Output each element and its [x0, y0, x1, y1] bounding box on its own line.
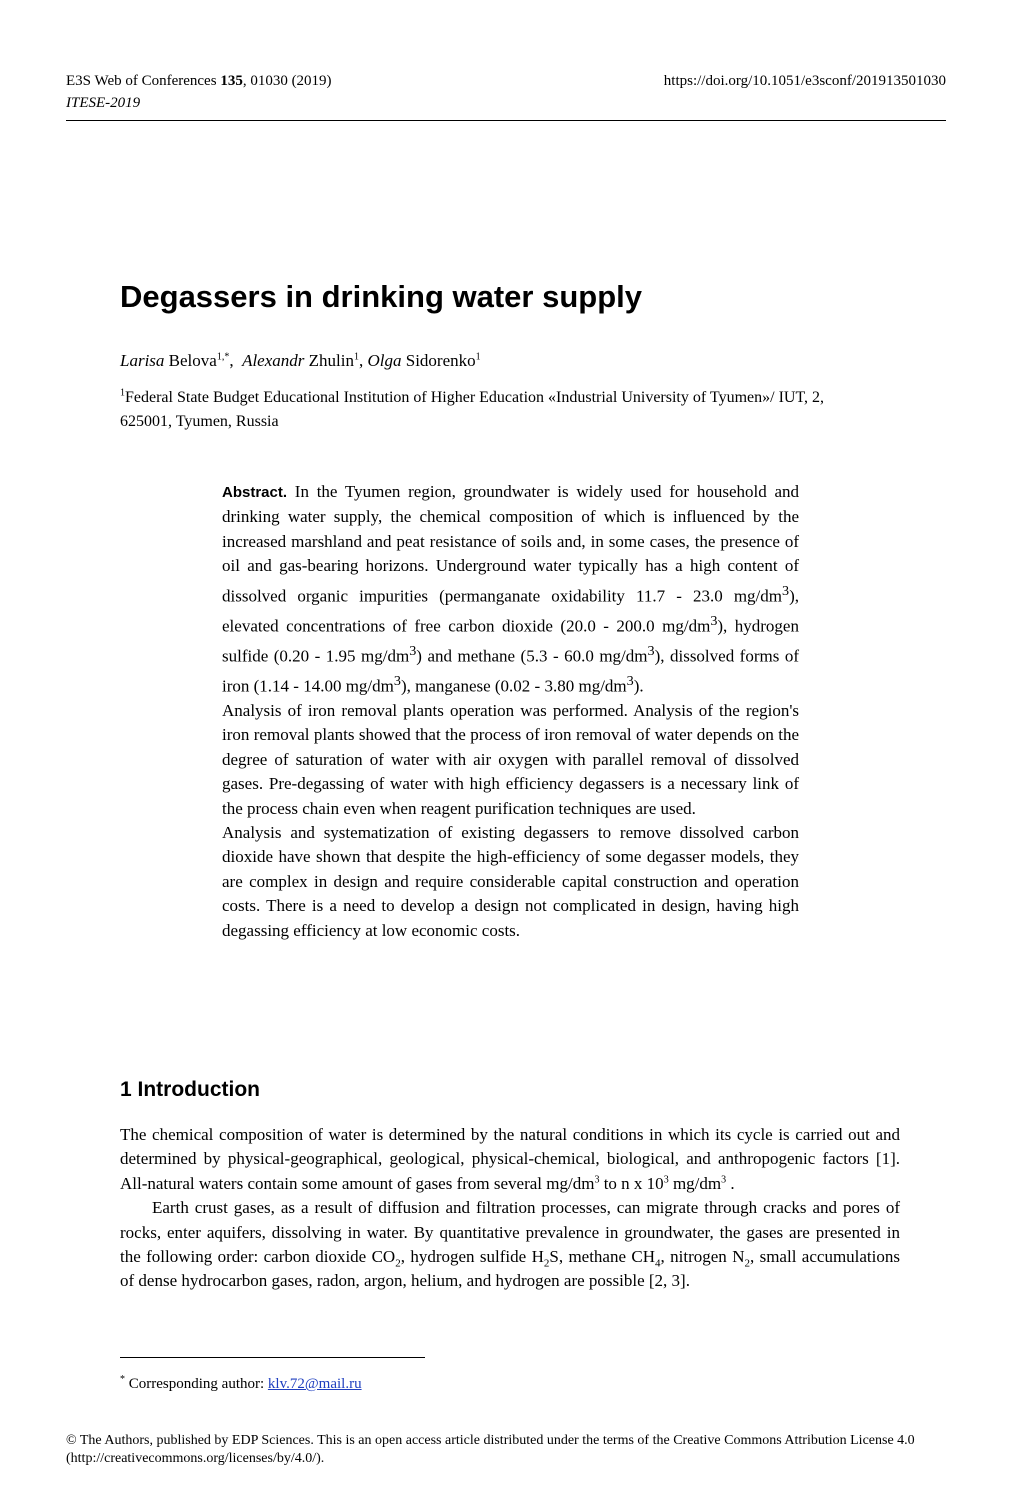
author-first-name: Alexandr — [242, 351, 305, 370]
author-last-name: Belova — [168, 351, 217, 370]
abstract-paragraph: Analysis and systematization of existing degassers to remove dissolved carbon dioxide have shown that despite the high-efficiency of some degasser models, they are complex in design and require considerable capital construction and operation costs. There is a need to develop a design not complicated in design, having high degassing efficiency at low economic costs. — [222, 822, 799, 940]
subscript: 4 — [655, 1257, 661, 1270]
author-last-name: Zhulin — [308, 351, 354, 370]
body-text: mg/dm — [668, 1173, 722, 1193]
body-text: , nitrogen N — [660, 1247, 745, 1267]
body-text: , small accumulations of dense hydrocarbon gases, radon, argon, helium, and hydrogen are possible [2, 3]. — [120, 1247, 900, 1291]
body-text: Earth crust gases, as a result of diffusion and filtration processes, can migrate through cracks and pores of rocks, enter aquifers, dissolving in water. By quantitative prevalence in groundwater, the gases are presented in the following order: carbon dioxide CO — [120, 1198, 900, 1267]
abstract — [222, 480, 799, 943]
doi-link[interactable]: https://doi.org/10.1051/e3sconf/201913501030 — [663, 73, 946, 89]
author-first-name: Larisa — [120, 351, 165, 370]
body-text: S, methane CH — [549, 1247, 656, 1267]
subscript: 2 — [744, 1257, 750, 1270]
footnote-divider — [120, 1357, 425, 1358]
journal-volume: 135 — [220, 73, 243, 89]
corresponding-email-link[interactable]: klv.72@mail.ru — [267, 1376, 362, 1392]
author-affiliation-mark: 1 — [354, 351, 359, 363]
conference-name: ITESE-2019 — [66, 95, 141, 111]
abstract-paragraph: Analysis of iron removal plants operation was performed. Analysis of the region's iron removal plants showed that the process of iron removal of water depends on the degree of saturation of water with air oxygen with parallel removal of dissolved gases. Pre-degassing of water with high efficiency degassers is a necessary link of the process chain even when reagent purification techniques are used. — [222, 700, 799, 818]
subscript: 2 — [395, 1257, 401, 1270]
author-last-name: Sidorenko — [405, 351, 476, 370]
author-affiliation-mark: 1 — [475, 351, 481, 363]
author-affiliation-mark: 1,* — [216, 351, 230, 363]
abstract-paragraph — [222, 480, 799, 699]
superscript: 3 — [663, 1174, 669, 1186]
author-list: Larisa Belova$^{1,*}$, Alexandr Zhulin$^1$, Olga Sidorenko$^1$ — [120, 351, 481, 370]
affiliation — [120, 386, 832, 434]
body-text: , hydrogen sulfide H — [400, 1247, 544, 1267]
author-first-name: Olga — [367, 351, 402, 370]
body-text: . — [726, 1173, 735, 1193]
license-notice: © The Authors, published by EDP Sciences. This is an open access article distributed under the terms of the Creative Commons Attribution License 4.0 (http://creativecommons.org/licenses/by/4.0/). — [66, 1433, 915, 1466]
superscript: 3 — [393, 672, 401, 689]
abstract-text: ) and methane (5.3 - 60.0 mg/dm — [416, 646, 648, 666]
header-divider — [66, 120, 946, 121]
abstract-text: ), manganese (0.02 - 3.80 mg/dm — [400, 676, 627, 696]
superscript: 3 — [594, 1174, 600, 1186]
body-text: to n x 10 — [599, 1173, 664, 1193]
affiliation-text: Federal State Budget Educational Institution of Higher Education «Industrial University of Tyumen»/ IUT, 2, 625001, Tyumen, Russia — [120, 389, 825, 430]
journal-name: E3S Web of Conferences — [66, 73, 217, 89]
superscript: 3 — [721, 1174, 727, 1186]
footnote-mark: * — [120, 1374, 125, 1385]
body-paragraph — [120, 1196, 900, 1294]
subscript: 2 — [543, 1257, 550, 1270]
journal-citation — [66, 70, 332, 92]
abstract-text: In the Tyumen region, groundwater is widely used for household and drinking water supply, the chemical composition of which is influenced by the increased marshland and peat resistance of soils and, in some cases, the presence of oil and gas-bearing horizons. Underground water typically has a high content of dissolved organic impurities (permanganate oxidability 11.7 - 23.0 mg/dm — [222, 482, 800, 606]
article-info: , 01030 (2019) — [242, 73, 332, 89]
footnote-label: Corresponding author: — [128, 1376, 268, 1392]
abstract-text: ). — [633, 676, 644, 696]
abstract-text: ), elevated concentrations of free carbon dioxide (20.0 - 200.0 mg/dm — [222, 586, 799, 636]
section-heading: 1 Introduction — [120, 1078, 260, 1101]
body-paragraph — [120, 1123, 900, 1196]
abstract-text: ), dissolved forms of iron (1.14 - 14.00 mg/dm — [222, 646, 799, 696]
introduction-body — [120, 1123, 900, 1294]
superscript: 3 — [647, 642, 655, 659]
superscript: 3 — [710, 612, 718, 629]
body-text: The chemical composition of water is determined by the natural conditions in which its cycle is carried out and determined by physical-geographical, geological, physical-chemical, biological, and anthropogenic factors [1]. All-natural waters contain some amount of gases from several mg/dm — [120, 1125, 900, 1193]
abstract-label: Abstract. — [222, 484, 288, 501]
abstract-text: ), hydrogen sulfide (0.20 - 1.95 mg/dm — [222, 616, 799, 666]
superscript: 3 — [409, 642, 417, 659]
affiliation-mark: 1 — [120, 387, 125, 399]
superscript: 3 — [782, 582, 790, 599]
superscript: 3 — [626, 672, 634, 689]
paper-title: Degassers in drinking water supply — [120, 279, 642, 314]
running-header — [66, 70, 946, 114]
footnote — [120, 1373, 362, 1395]
